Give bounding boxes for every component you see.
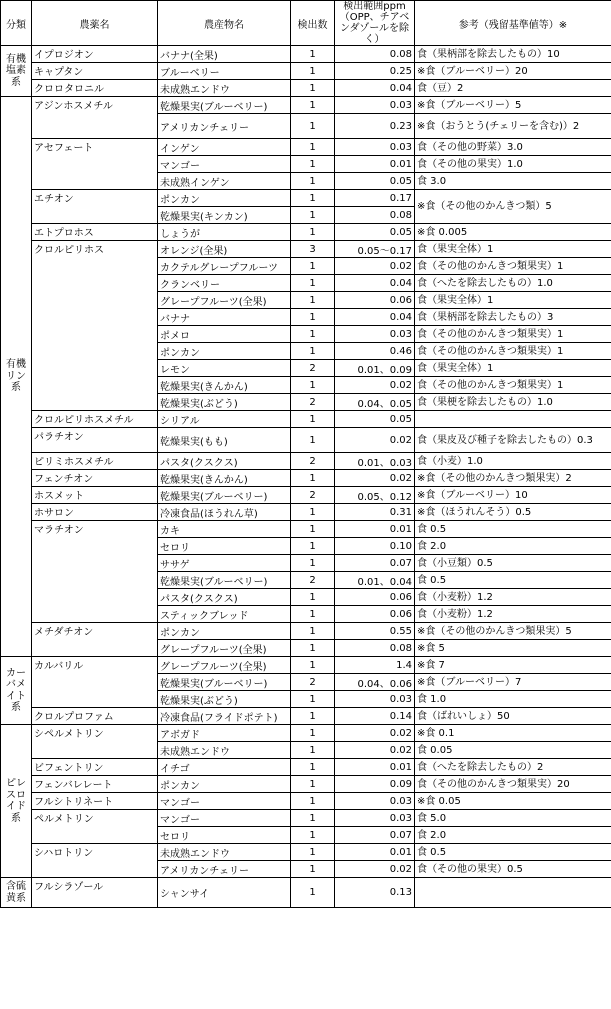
count-cell: 1 (291, 46, 335, 63)
reference-cell: 食（豆）2 (415, 80, 611, 97)
product-cell: カキ (158, 521, 291, 538)
count-cell: 1 (291, 640, 335, 657)
count-cell: 1 (291, 275, 335, 292)
range-cell: 0.10 (335, 538, 415, 555)
reference-cell: 食（その他の果実）1.0 (415, 156, 611, 173)
count-cell: 1 (291, 411, 335, 428)
product-cell: アメリカンチェリー (158, 861, 291, 878)
table-row (1, 708, 611, 725)
product-cell: 未成熟エンドウ (158, 844, 291, 861)
reference-cell: 食（その他の野菜）3.0 (415, 139, 611, 156)
product-cell: 冷凍食品(ほうれん草) (158, 504, 291, 521)
range-cell: 0.02 (335, 258, 415, 275)
reference-cell: ※食（ブルーベリー）10 (415, 487, 611, 504)
table-row (1, 776, 611, 793)
product-cell: 未成熟エンドウ (158, 80, 291, 97)
range-cell: 0.01、0.03 (335, 453, 415, 470)
reference-cell: 食 3.0 (415, 173, 611, 190)
product-cell: アメリカンチェリー (158, 114, 291, 139)
range-cell: 0.46 (335, 343, 415, 360)
reference-cell: ※食 5 (415, 640, 611, 657)
pesticide-cell: クロルプロファム (32, 708, 158, 725)
pesticide-cell: イプロジオン (32, 46, 158, 63)
reference-cell: 食 1.0 (415, 691, 611, 708)
range-cell: 0.03 (335, 139, 415, 156)
product-cell: インゲン (158, 139, 291, 156)
range-cell: 0.05、0.12 (335, 487, 415, 504)
count-cell: 1 (291, 538, 335, 555)
pesticide-cell: ビフェントリン (32, 759, 158, 776)
count-cell: 2 (291, 487, 335, 504)
product-cell: ポンカン (158, 776, 291, 793)
reference-cell: 食 0.5 (415, 521, 611, 538)
table-row (1, 241, 611, 258)
table-row (1, 80, 611, 97)
reference-cell: ※食 0.005 (415, 224, 611, 241)
reference-cell: 食（小麦粉）1.2 (415, 606, 611, 623)
product-cell: パスタ(クスクス) (158, 453, 291, 470)
pesticide-cell: エチオン (32, 190, 158, 224)
count-cell: 1 (291, 156, 335, 173)
header-product: 農産物名 (158, 1, 291, 46)
product-cell: 乾燥果実(ぶどう) (158, 394, 291, 411)
pesticide-cell: ホサロン (32, 504, 158, 521)
reference-cell: 食（果実全体）1 (415, 360, 611, 377)
reference-cell: 食（果実全体）1 (415, 292, 611, 309)
table-row (1, 521, 611, 538)
range-cell: 0.08 (335, 640, 415, 657)
pesticide-cell: シハロトリン (32, 844, 158, 878)
reference-cell (415, 878, 611, 908)
pesticide-cell: フルシラゾール (32, 878, 158, 908)
pesticide-cell: ホスメット (32, 487, 158, 504)
product-cell: パスタ(クスクス) (158, 589, 291, 606)
range-cell: 0.07 (335, 555, 415, 572)
reference-cell: 食 2.0 (415, 538, 611, 555)
range-cell: 0.02 (335, 470, 415, 487)
table-row (1, 411, 611, 428)
count-cell: 1 (291, 555, 335, 572)
table-row (1, 470, 611, 487)
product-cell: グレープフルーツ(全果) (158, 640, 291, 657)
range-cell: 0.23 (335, 114, 415, 139)
product-cell: セロリ (158, 538, 291, 555)
product-cell: アボガド (158, 725, 291, 742)
count-cell: 1 (291, 173, 335, 190)
pesticide-cell: フルシトリネート (32, 793, 158, 810)
count-cell: 1 (291, 139, 335, 156)
reference-cell: 食 2.0 (415, 827, 611, 844)
table-row (1, 725, 611, 742)
pesticide-cell: アジンホスメチル (32, 97, 158, 139)
count-cell: 1 (291, 657, 335, 674)
header-pesticide: 農薬名 (32, 1, 158, 46)
range-cell: 0.04 (335, 309, 415, 326)
count-cell: 2 (291, 360, 335, 377)
count-cell: 1 (291, 97, 335, 114)
reference-cell: 食（その他のかんきつ類果実）1 (415, 326, 611, 343)
table-row (1, 453, 611, 470)
reference-cell: 食（果実全体）1 (415, 241, 611, 258)
range-cell: 0.01、0.04 (335, 572, 415, 589)
range-cell: 0.04 (335, 80, 415, 97)
count-cell: 1 (291, 725, 335, 742)
count-cell: 1 (291, 292, 335, 309)
pesticide-cell: ピリミホスメチル (32, 453, 158, 470)
product-cell: レモン (158, 360, 291, 377)
reference-cell: ※食（その他のかんきつ類）5 (415, 190, 611, 224)
count-cell: 1 (291, 844, 335, 861)
product-cell: 未成熟エンドウ (158, 742, 291, 759)
header-category: 分類 (1, 1, 32, 46)
reference-cell: ※食（ブルーベリー）7 (415, 674, 611, 691)
table-row (1, 428, 611, 453)
range-cell: 0.08 (335, 207, 415, 224)
range-cell: 0.05 (335, 173, 415, 190)
pesticide-cell: クロルピリホス (32, 241, 158, 411)
reference-cell: ※食（その他のかんきつ類果実）5 (415, 623, 611, 640)
range-cell: 0.07 (335, 827, 415, 844)
product-cell: ブルーベリー (158, 63, 291, 80)
header-reference: 参考（残留基準値等）※ (415, 1, 611, 46)
pesticide-cell: カルバリル (32, 657, 158, 708)
product-cell: シャンサイ (158, 878, 291, 908)
table-row (1, 97, 611, 114)
reference-cell: ※食 7 (415, 657, 611, 674)
table-row (1, 878, 611, 908)
product-cell: 乾燥果実(きんかん) (158, 377, 291, 394)
reference-cell: ※食 0.05 (415, 793, 611, 810)
count-cell: 1 (291, 589, 335, 606)
table-row (1, 63, 611, 80)
category-cell: カーバメイト系 (1, 657, 32, 725)
product-cell: シリアル (158, 411, 291, 428)
product-cell: クランベリー (158, 275, 291, 292)
pesticide-cell: メチダチオン (32, 623, 158, 657)
category-cell: 有機塩素系 (1, 46, 32, 97)
pesticide-cell: エトプロホス (32, 224, 158, 241)
table-row (1, 793, 611, 810)
category-cell: 含硫黄系 (1, 878, 32, 908)
reference-cell: 食（果梗を除去したもの）1.0 (415, 394, 611, 411)
count-cell: 1 (291, 623, 335, 640)
product-cell: セロリ (158, 827, 291, 844)
range-cell: 1.4 (335, 657, 415, 674)
count-cell: 1 (291, 861, 335, 878)
reference-cell: 食（その他のかんきつ類果実）20 (415, 776, 611, 793)
count-cell: 2 (291, 572, 335, 589)
product-cell: カクテルグレープフルーツ (158, 258, 291, 275)
product-cell: 乾燥果実(ブルーベリー) (158, 97, 291, 114)
product-cell: 未成熟インゲン (158, 173, 291, 190)
product-cell: スティックブレッド (158, 606, 291, 623)
reference-cell: 食（ばれいしょ）50 (415, 708, 611, 725)
pesticide-cell: キャプタン (32, 63, 158, 80)
count-cell: 1 (291, 377, 335, 394)
count-cell: 1 (291, 309, 335, 326)
reference-cell: 食 0.5 (415, 572, 611, 589)
range-cell: 0.02 (335, 428, 415, 453)
table-row (1, 224, 611, 241)
pesticide-cell: フェンバレレート (32, 776, 158, 793)
product-cell: 乾燥果実(ぶどう) (158, 691, 291, 708)
range-cell: 0.06 (335, 589, 415, 606)
count-cell: 1 (291, 521, 335, 538)
product-cell: ポンカン (158, 190, 291, 207)
reference-cell: 食（果柄部を除去したもの）10 (415, 46, 611, 63)
table-row (1, 504, 611, 521)
count-cell: 1 (291, 776, 335, 793)
range-cell: 0.03 (335, 810, 415, 827)
table-row (1, 139, 611, 156)
range-cell: 0.08 (335, 46, 415, 63)
range-cell: 0.02 (335, 861, 415, 878)
range-cell: 0.03 (335, 326, 415, 343)
range-cell: 0.06 (335, 292, 415, 309)
range-cell: 0.01 (335, 844, 415, 861)
table-row (1, 46, 611, 63)
count-cell: 1 (291, 606, 335, 623)
table-row (1, 844, 611, 861)
reference-cell: 食（その他のかんきつ類果実）1 (415, 377, 611, 394)
reference-cell: 食（果柄部を除去したもの）3 (415, 309, 611, 326)
reference-cell: 食（その他の果実）0.5 (415, 861, 611, 878)
product-cell: しょうが (158, 224, 291, 241)
reference-cell: 食（小豆類）0.5 (415, 555, 611, 572)
range-cell: 0.02 (335, 725, 415, 742)
count-cell: 1 (291, 470, 335, 487)
range-cell: 0.09 (335, 776, 415, 793)
count-cell: 1 (291, 207, 335, 224)
pesticide-cell: フェンチオン (32, 470, 158, 487)
count-cell: 2 (291, 453, 335, 470)
category-cell: ピレスロイド系 (1, 725, 32, 878)
range-cell: 0.05 (335, 224, 415, 241)
product-cell: マンゴー (158, 156, 291, 173)
range-cell: 0.05～0.17 (335, 241, 415, 258)
range-cell: 0.06 (335, 606, 415, 623)
range-cell: 0.03 (335, 793, 415, 810)
count-cell: 1 (291, 759, 335, 776)
pesticide-cell: マラチオン (32, 521, 158, 623)
range-cell: 0.31 (335, 504, 415, 521)
range-cell: 0.01 (335, 759, 415, 776)
product-cell: バナナ (158, 309, 291, 326)
range-cell: 0.55 (335, 623, 415, 640)
reference-cell: 食（へたを除去したもの）2 (415, 759, 611, 776)
pesticide-cell: クロルピリホスメチル (32, 411, 158, 428)
table-row (1, 810, 611, 827)
pesticide-cell: ペルメトリン (32, 810, 158, 844)
product-cell: ポンカン (158, 623, 291, 640)
pesticide-cell: クロロタロニル (32, 80, 158, 97)
reference-cell: ※食 0.1 (415, 725, 611, 742)
product-cell: バナナ(全果) (158, 46, 291, 63)
count-cell: 2 (291, 674, 335, 691)
count-cell: 3 (291, 241, 335, 258)
reference-cell: 食（小麦）1.0 (415, 453, 611, 470)
count-cell: 1 (291, 504, 335, 521)
reference-cell: 食（果皮及び種子を除去したもの）0.3 (415, 428, 611, 453)
range-cell: 0.14 (335, 708, 415, 725)
table-row (1, 657, 611, 674)
count-cell: 1 (291, 114, 335, 139)
reference-cell: 食 0.05 (415, 742, 611, 759)
product-cell: マンゴー (158, 810, 291, 827)
product-cell: イチゴ (158, 759, 291, 776)
header-count: 検出数 (291, 1, 335, 46)
range-cell: 0.02 (335, 742, 415, 759)
product-cell: 乾燥果実(キンカン) (158, 207, 291, 224)
table-row (1, 759, 611, 776)
reference-cell: 食（その他のかんきつ類果実）1 (415, 343, 611, 360)
table-row (1, 487, 611, 504)
product-cell: 冷凍食品(フライドポテト) (158, 708, 291, 725)
category-cell: 有機リン系 (1, 97, 32, 657)
range-cell: 0.04 (335, 275, 415, 292)
table-row (1, 623, 611, 640)
table-row (1, 190, 611, 207)
count-cell: 1 (291, 827, 335, 844)
range-cell: 0.01、0.09 (335, 360, 415, 377)
count-cell: 1 (291, 810, 335, 827)
count-cell: 1 (291, 691, 335, 708)
count-cell: 1 (291, 258, 335, 275)
range-cell: 0.04、0.06 (335, 674, 415, 691)
product-cell: 乾燥果実(ブルーベリー) (158, 487, 291, 504)
reference-cell: 食 0.5 (415, 844, 611, 861)
reference-cell: ※食（ほうれんそう）0.5 (415, 504, 611, 521)
range-cell: 0.25 (335, 63, 415, 80)
reference-cell: ※食（その他のかんきつ類果実）2 (415, 470, 611, 487)
product-cell: オレンジ(全果) (158, 241, 291, 258)
count-cell: 1 (291, 80, 335, 97)
reference-cell: 食（小麦粉）1.2 (415, 589, 611, 606)
product-cell: ポンカン (158, 343, 291, 360)
reference-cell: 食 5.0 (415, 810, 611, 827)
range-cell: 0.03 (335, 691, 415, 708)
product-cell: グレープフルーツ(全果) (158, 292, 291, 309)
range-cell: 0.04、0.05 (335, 394, 415, 411)
reference-cell (415, 411, 611, 428)
count-cell: 1 (291, 708, 335, 725)
product-cell: マンゴー (158, 793, 291, 810)
count-cell: 1 (291, 63, 335, 80)
product-cell: ポメロ (158, 326, 291, 343)
pesticide-cell: シペルメトリン (32, 725, 158, 759)
count-cell: 1 (291, 742, 335, 759)
range-cell: 0.03 (335, 97, 415, 114)
count-cell: 1 (291, 793, 335, 810)
range-cell: 0.01 (335, 521, 415, 538)
count-cell: 1 (291, 878, 335, 908)
product-cell: ササゲ (158, 555, 291, 572)
pesticide-cell: パラチオン (32, 428, 158, 453)
range-cell: 0.05 (335, 411, 415, 428)
reference-cell: ※食（おうとう(チェリーを含む)）2 (415, 114, 611, 139)
reference-cell: ※食（ブルーベリー）5 (415, 97, 611, 114)
range-cell: 0.01 (335, 156, 415, 173)
reference-cell: 食（その他のかんきつ類果実）1 (415, 258, 611, 275)
product-cell: グレープフルーツ(全果) (158, 657, 291, 674)
product-cell: 乾燥果実(ブルーベリー) (158, 572, 291, 589)
count-cell: 1 (291, 224, 335, 241)
range-cell: 0.17 (335, 190, 415, 207)
reference-cell: 食（へたを除去したもの）1.0 (415, 275, 611, 292)
product-cell: 乾燥果実(もも) (158, 428, 291, 453)
pesticide-cell: アセフェート (32, 139, 158, 190)
count-cell: 2 (291, 394, 335, 411)
range-cell: 0.02 (335, 377, 415, 394)
reference-cell: ※食（ブルーベリー）20 (415, 63, 611, 80)
count-cell: 1 (291, 190, 335, 207)
count-cell: 1 (291, 343, 335, 360)
count-cell: 1 (291, 428, 335, 453)
range-cell: 0.13 (335, 878, 415, 908)
count-cell: 1 (291, 326, 335, 343)
product-cell: 乾燥果実(きんかん) (158, 470, 291, 487)
product-cell: 乾燥果実(ブルーベリー) (158, 674, 291, 691)
header-range: 検出範囲ppm（OPP、チアベンダゾールを除く） (335, 1, 415, 46)
